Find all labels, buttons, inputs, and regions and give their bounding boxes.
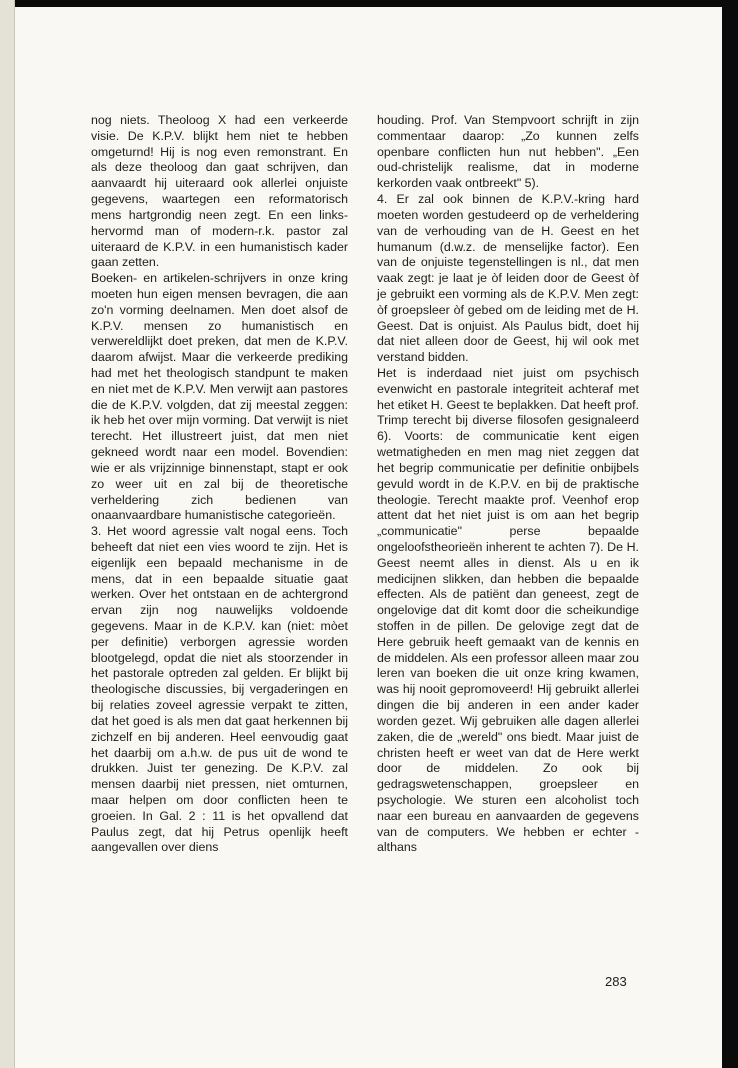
paragraph: Boeken- en artikelen-schrijvers in onze kring moeten hun eigen mensen bevragen, die aan zo'n vorming deelnamen. Men doet alsof de K.P.V. mensen zo humanistisch en verwereldlijkt doet preken, dat men de K.P.V. daarom afwijst. Maar die verkeerde prediking had met het theologisch standpunt te maken en niet met de K.P.V. Men verwijt aan pastores die de K.P.V. volgden, dat zij meestal zeggen: ik heb het over mijn vorming. Dat verwijt is niet terecht. Het illustreert juist, dat men niet gekneed wordt naar een model. Bovendien: wie er als vrijzinnige binnenstapt, stapt er ook zo weer uit en zal bij de theoretische verheldering zich bedienen van onaanvaardbare humanistische categorieën. bbox=[91, 271, 348, 523]
scan-edge-top bbox=[0, 0, 738, 7]
scan-edge-left bbox=[0, 0, 15, 1068]
paragraph: houding. Prof. Van Stempvoort schrijft in zijn commentaar daarop: „Zo kunnen zelfs openbare conflicten hun nut hebben". „Een oud-christelijk realisme, dat in moderne kerkorden vaak ontbreekt" 5). bbox=[377, 113, 639, 191]
page-number: 283 bbox=[605, 974, 627, 989]
paragraph: nog niets. Theoloog X had een verkeerde visie. De K.P.V. blijkt hem niet te hebben omgeturnd! Hij is nog even remonstrant. En als deze theoloog dan gaat schrijven, dan aanvaardt hij uiteraard ook allerlei onjuiste gegevens, waartegen een reformatorisch mens hartgrondig neen zegt. En een links-hervormd man of modern-r.k. pastor zal uiteraard de K.P.V. in een humanistisch kader gaan zetten. bbox=[91, 113, 348, 270]
paragraph: 3. Het woord agressie valt nogal eens. Toch beheeft dat niet een vies woord te zijn. Het is eigenlijk een bepaald mechanisme in de mens, dat in een bepaalde situatie gaat werken. Over het ontstaan en de achtergrond ervan zijn nog nauwelijks voldoende gegevens. Maar in de K.P.V. kan (niet: mòet per definitie) verborgen agressie worden blootgelegd, opdat die niet als stoorzender in het pastorale optreden zal gelden. Er blijkt bij theologische discussies, bij vergaderingen en bij relaties zoveel agressie verpakt te zitten, dat het goed is als men dat gaat herkennen bij zichzelf en bij anderen. Heel eenvoudig gaat het daarbij om a.h.w. de pus uit de wond te drukken. Juist ter genezing. De K.P.V. zal mensen daarbij niet pressen, niet omturnen, maar helpen om door conflicten heen te groeien. In Gal. 2 : 11 is het opvallend dat Paulus zegt, dat hij Petrus openlijk heeft aangevallen over diens bbox=[91, 524, 348, 855]
paragraph: 4. Er zal ook binnen de K.P.V.-kring hard moeten worden gestudeerd op de verheldering van de verhouding van de H. Geest en het humanum (d.w.z. de menselijke factor). Een van de onjuiste tegenstellingen is nl., dat men vaak zegt: je laat je òf leiden door de Geest òf je gebruikt een vorming als de K.P.V. Men zegt: òf groepsleer òf gebed om de leiding met de H. Geest. Dat is onjuist. Als Paulus bidt, doet hij dat niet alleen door de Geest, hij wil ook met verstand bidden. bbox=[377, 192, 639, 365]
paragraph: Het is inderdaad niet juist om psychisch evenwicht en pastorale integriteit achteraf met het etiket H. Geest te beplakken. Dat heeft prof. Trimp terecht bij diverse filosofen gesignaleerd 6). Voorts: de communicatie kent eigen wetmatigheden en men mag niet zeggen dat het begrip communicatie per definitie onbijbels gevuld wordt in de K.P.V. en bij de praktische theologie. Terecht maakte prof. Veenhof erop attent dat het niet juist is om aan het begrip „communicatie" perse bepaalde ongeloofstheorieën inherent te achten 7). De H. Geest neemt alles in dienst. Als u en ik medicijnen slikken, dan hebben die bepaalde effecten. Als de patiënt dan geneest, zegt de ongelovige dat dit komt door die scheikundige stoffen in de pillen. De gelovige zegt dat de Here gebruik heeft gemaakt van de kennis en de middelen. Als een professor alleen maar zou leren van boeken die uit onze kring kwamen, was hij nooit gepromoveerd! Hij gebruikt allerlei dingen die bij anderen in een ander kader worden gezet. Wij gebruiken alle dagen allerlei zaken, die de „wereld" ons biedt. Maar juist de christen heeft er weet van dat de Here werkt door de middelen. Zo ook bij gedragswetenschappen, groepsleer en psychologie. We sturen een alcoholist toch naar een bureau en aanvaarden de gegevens van de computers. We hebben er echter - althans bbox=[377, 366, 639, 855]
scan-edge-right bbox=[722, 0, 738, 1068]
document-page bbox=[15, 7, 722, 1068]
right-column bbox=[377, 113, 639, 856]
left-column bbox=[91, 113, 348, 856]
